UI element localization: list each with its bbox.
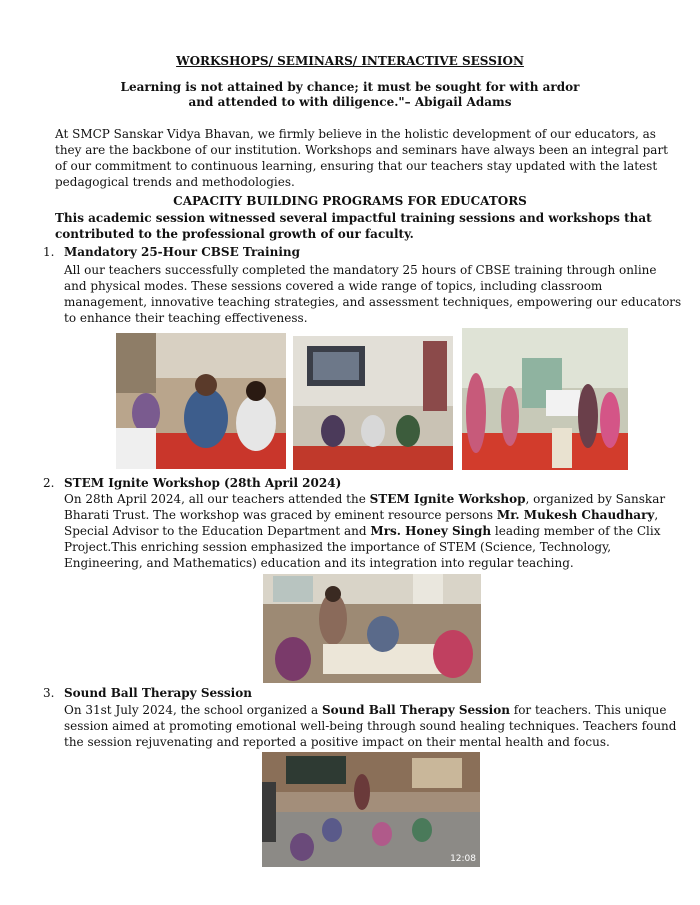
item-title-2: STEM Ignite Workshop (28th April 2024) bbox=[64, 476, 342, 490]
intro-paragraph: At SMCP Sanskar Vidya Bhavan, we firmly believe in the holistic development of our educators, as they are the backbone of our institution. Workshops and seminars have always been an integral part of our commitment to continuous learning, ensuring that our teachers stay updated with the latest pedagogical trends and methodologies. bbox=[55, 127, 669, 189]
item-number-1: 1. bbox=[43, 245, 55, 259]
quote-line-1: Learning is not attained by chance; it must be sought for with ardor bbox=[120, 80, 580, 94]
item-3-text-2: for teachers. This unique session aimed at promoting emotional well-being through sound healing techniques. Teachers found the session rejuvenating and reported a positive impact on their mental health and focus. bbox=[64, 703, 677, 749]
item-title-3: Sound Ball Therapy Session bbox=[64, 686, 252, 700]
item-number-3: 3. bbox=[43, 686, 55, 700]
page-title: WORKSHOPS/ SEMINARS/ INTERACTIVE SESSION bbox=[176, 54, 524, 68]
item-2-text-4: leading member of the Clix Project.This enriching session emphasized the importance of STEM (Science, Technology, Engineering, and Mathematics) education and its integration into regular teaching. bbox=[64, 524, 661, 570]
cbse-training-photo-2 bbox=[293, 336, 453, 470]
item-title-1: Mandatory 25-Hour CBSE Training bbox=[64, 245, 301, 259]
stem-workshop-photo bbox=[263, 574, 481, 683]
cbse-training-photo-1 bbox=[116, 333, 286, 469]
section-heading: CAPACITY BUILDING PROGRAMS FOR EDUCATORS bbox=[173, 194, 527, 208]
cbse-training-photo-3 bbox=[462, 328, 628, 470]
item-2-text-1: On 28th April 2024, all our teachers attended the bbox=[64, 492, 370, 506]
photo-timestamp: 12:08 bbox=[450, 854, 476, 864]
item-body-1: All our teachers successfully completed the mandatory 25 hours of CBSE training through online and physical modes. These sessions covered a wide range of topics, including classroom management, innovative teaching strategies, and assessment techniques, empowering our educators to enhance their teaching effectiveness. bbox=[64, 263, 682, 325]
item-3-bold-session: Sound Ball Therapy Session bbox=[322, 703, 510, 717]
item-3-text-1: On 31st July 2024, the school organized a bbox=[64, 703, 323, 717]
item-2-bold-resource-2: Mrs. Honey Singh bbox=[370, 524, 492, 538]
quote-line-2: and attended to with diligence."– Abigail Adams bbox=[188, 95, 512, 109]
item-2-text-3: , Special Advisor to the Education Department and bbox=[64, 508, 659, 538]
item-2-bold-resource-1: Mr. Mukesh Chaudhary bbox=[496, 508, 655, 522]
item-number-2: 2. bbox=[43, 476, 55, 490]
item-2-text-2: , organized by Sanskar Bharati Trust. The workshop was graced by eminent resource persons bbox=[64, 492, 666, 522]
item-body-2 bbox=[64, 491, 682, 571]
item-body-3 bbox=[64, 702, 682, 750]
quote-block bbox=[0, 80, 700, 110]
section-lead: This academic session witnessed several impactful training sessions and workshops that contributed to the professional growth of our faculty. bbox=[55, 211, 652, 241]
item-2-bold-workshop: STEM Ignite Workshop bbox=[369, 492, 526, 506]
sound-therapy-photo bbox=[262, 752, 480, 867]
